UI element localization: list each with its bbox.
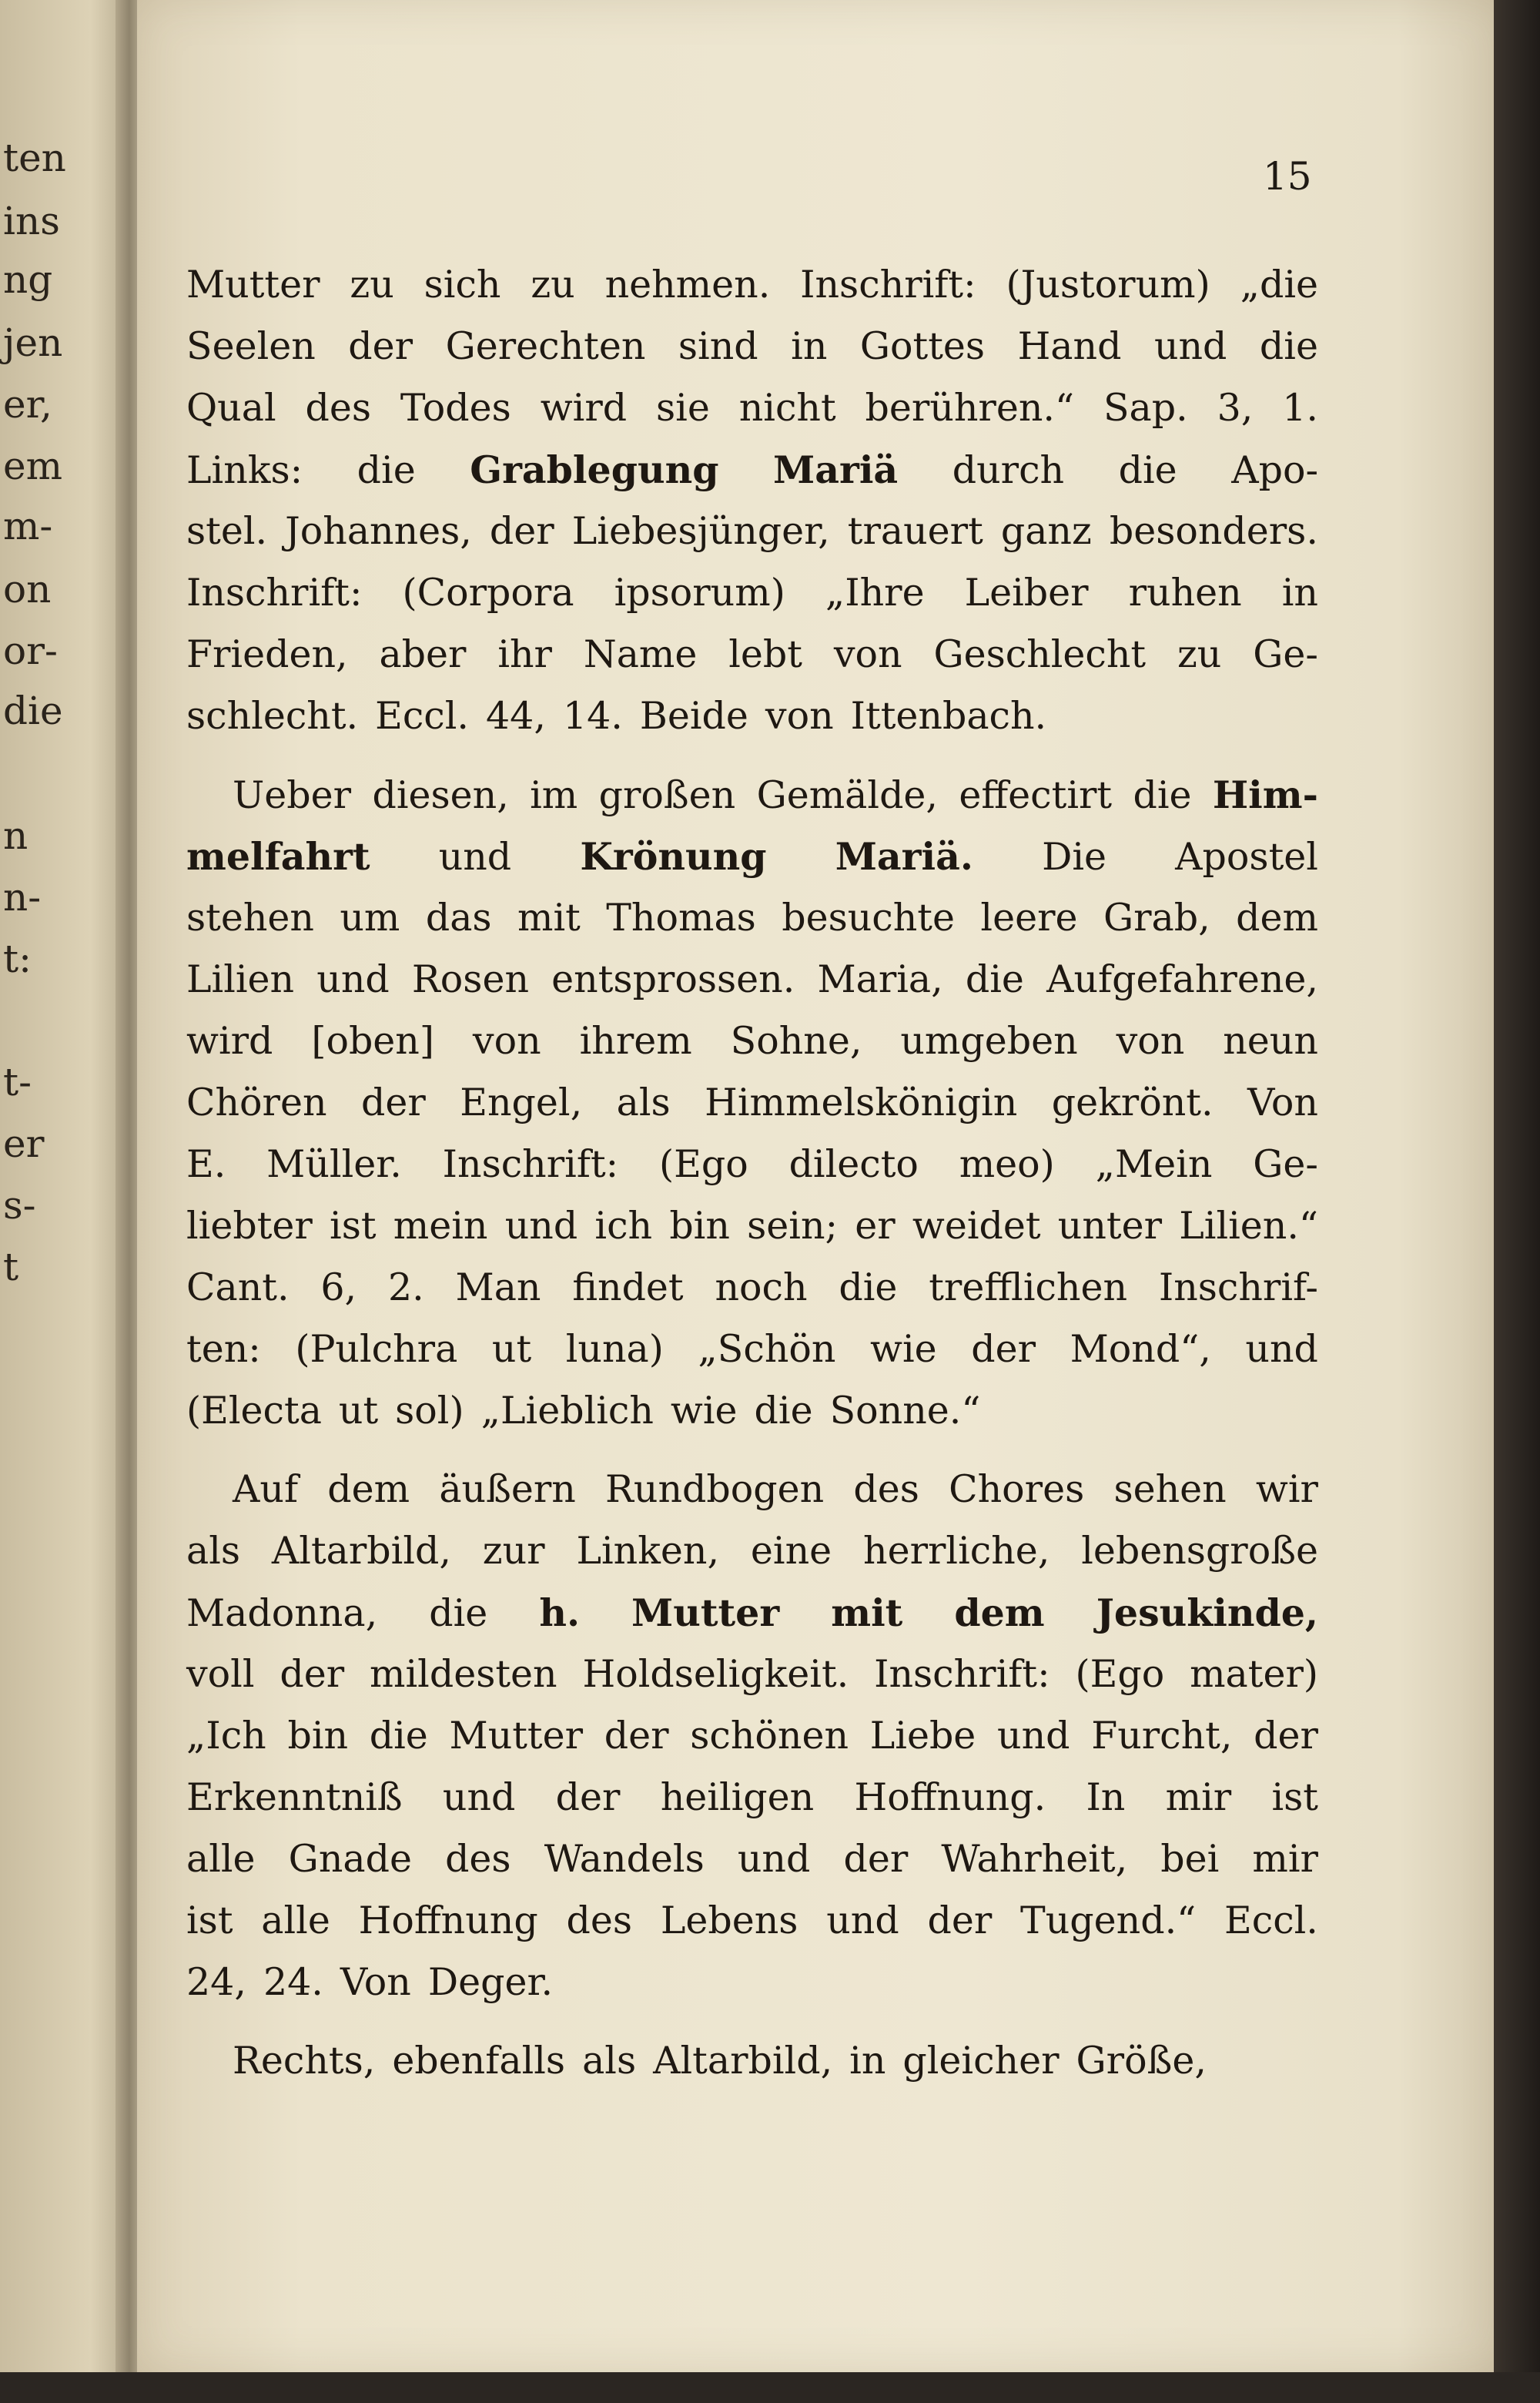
word: Größe, bbox=[1076, 2039, 1207, 2083]
word: Inschrift: bbox=[874, 1652, 1050, 1696]
word: sol) bbox=[395, 1389, 464, 1433]
word: E. bbox=[186, 1142, 226, 1186]
word: des bbox=[445, 1837, 511, 1881]
word: ist bbox=[1271, 1775, 1318, 1819]
word: Himmelskönigin bbox=[705, 1081, 1018, 1124]
word: als bbox=[582, 2039, 637, 2083]
word: und bbox=[504, 1204, 578, 1248]
word: er bbox=[855, 1204, 896, 1248]
word: durch bbox=[952, 448, 1065, 492]
word: diesen, bbox=[372, 773, 509, 817]
word: Altarbild, bbox=[653, 2039, 833, 2083]
word: Seelen bbox=[186, 324, 316, 368]
word: lebensgroße bbox=[1081, 1529, 1318, 1573]
word: 24. bbox=[263, 1960, 323, 2004]
word: (Ego bbox=[658, 1142, 748, 1186]
facing-page-fragment: ng bbox=[3, 257, 53, 302]
word: gekrönt. bbox=[1051, 1081, 1214, 1124]
word: zu bbox=[350, 263, 394, 307]
word: herrliche, bbox=[863, 1529, 1050, 1573]
text-line bbox=[186, 1952, 1318, 2013]
word: Ge- bbox=[1253, 1142, 1318, 1186]
page-number: 15 bbox=[1263, 154, 1312, 199]
word: berühren.“ bbox=[865, 386, 1075, 430]
word: Furcht, bbox=[1091, 1714, 1233, 1758]
word: leere bbox=[980, 896, 1078, 940]
word: ruhen bbox=[1128, 571, 1242, 615]
word: Grab, bbox=[1103, 896, 1210, 940]
word: dilecto bbox=[788, 1142, 919, 1186]
word: als bbox=[616, 1081, 671, 1124]
word: Gnade bbox=[288, 1837, 412, 1881]
word: ich bbox=[594, 1204, 653, 1248]
word: Beide bbox=[639, 694, 748, 738]
facing-page-fragment: er bbox=[3, 1121, 45, 1166]
word: Hand bbox=[1017, 324, 1122, 368]
word: heiligen bbox=[660, 1775, 815, 1819]
facing-page-fragment: m- bbox=[3, 504, 53, 548]
word: Chores bbox=[949, 1467, 1085, 1511]
word: dem bbox=[1236, 896, 1318, 940]
word: der bbox=[843, 1837, 909, 1881]
word: 44, bbox=[486, 694, 546, 738]
word: nicht bbox=[738, 386, 836, 430]
word: neun bbox=[1223, 1019, 1318, 1063]
text-line bbox=[186, 501, 1318, 562]
word: die bbox=[1118, 448, 1177, 492]
word: alle bbox=[261, 1899, 330, 1942]
word: von bbox=[1116, 1019, 1185, 1063]
word: Tugend.“ bbox=[1020, 1899, 1197, 1942]
word: Von bbox=[340, 1960, 411, 2004]
word: Qual bbox=[186, 386, 276, 430]
word: der bbox=[360, 1081, 426, 1124]
word: Apo- bbox=[1231, 448, 1318, 492]
word: „Schön bbox=[698, 1327, 836, 1371]
word: besonders. bbox=[1109, 509, 1318, 553]
word: 6, bbox=[320, 1265, 357, 1309]
facing-page-fragment: t: bbox=[3, 937, 32, 981]
word: „die bbox=[1240, 263, 1318, 307]
word: Sonne.“ bbox=[829, 1389, 981, 1433]
paragraph-gap bbox=[186, 747, 1318, 764]
word: Man bbox=[455, 1265, 541, 1309]
word: „Lieblich bbox=[480, 1389, 654, 1433]
word: Sap. bbox=[1103, 386, 1188, 430]
background-edge bbox=[1494, 0, 1540, 2403]
word: Todes bbox=[400, 386, 511, 430]
word: ist bbox=[330, 1204, 377, 1248]
word: zur bbox=[482, 1529, 545, 1573]
word: Linken, bbox=[576, 1529, 720, 1573]
word: Mutter bbox=[186, 263, 320, 307]
word: Gemälde, bbox=[756, 773, 939, 817]
text-line bbox=[186, 1767, 1318, 1828]
word: äußern bbox=[439, 1467, 576, 1511]
word: der bbox=[927, 1899, 993, 1942]
word: 2. bbox=[387, 1265, 424, 1309]
word: nehmen. bbox=[604, 263, 771, 307]
word: die bbox=[357, 448, 416, 492]
word: Maria, bbox=[817, 957, 943, 1001]
word: und bbox=[316, 957, 390, 1001]
word: ist bbox=[186, 1899, 233, 1942]
word: Johannes, bbox=[285, 509, 472, 553]
word: Jesukinde, bbox=[1096, 1590, 1318, 1635]
text-line bbox=[186, 1890, 1318, 1952]
word: findet bbox=[572, 1265, 684, 1309]
word: unter bbox=[1057, 1204, 1163, 1248]
text-line bbox=[186, 624, 1318, 685]
word: und bbox=[997, 1714, 1070, 1758]
word: noch bbox=[715, 1265, 808, 1309]
word: schlecht. bbox=[186, 694, 359, 738]
word: die bbox=[429, 1591, 488, 1635]
word: 3, bbox=[1217, 386, 1254, 430]
facing-page-fragment: ins bbox=[3, 199, 60, 243]
word: Rechts, bbox=[233, 2039, 376, 2083]
word: die bbox=[754, 1389, 813, 1433]
word: Mariä bbox=[773, 447, 899, 492]
text-line bbox=[186, 1195, 1318, 1257]
word: Name bbox=[583, 632, 698, 676]
text-line bbox=[186, 887, 1318, 949]
word: ganz bbox=[1000, 509, 1092, 553]
word: und bbox=[442, 1775, 516, 1819]
word: Links: bbox=[186, 448, 303, 492]
word: trefflichen bbox=[929, 1265, 1128, 1309]
word: wird bbox=[540, 386, 628, 430]
word: aber bbox=[379, 632, 467, 676]
word: voll bbox=[186, 1652, 255, 1696]
text-line bbox=[186, 1072, 1318, 1134]
word: ipsorum) bbox=[614, 571, 785, 615]
word: Lilien bbox=[186, 957, 295, 1001]
word: Inschrift: bbox=[186, 571, 363, 615]
text-line bbox=[186, 2030, 1318, 2092]
text-line bbox=[186, 1644, 1318, 1705]
paragraph-gap bbox=[186, 2013, 1318, 2030]
word: ut bbox=[338, 1389, 379, 1433]
word: ihrem bbox=[579, 1019, 692, 1063]
word: von bbox=[472, 1019, 541, 1063]
word: „Ihre bbox=[825, 571, 925, 615]
word: ten: bbox=[186, 1327, 261, 1371]
word: dem bbox=[954, 1590, 1045, 1635]
word: der bbox=[489, 509, 554, 553]
word: „Ich bbox=[186, 1714, 266, 1758]
facing-page-fragment: em bbox=[3, 444, 63, 488]
word: die bbox=[1259, 324, 1318, 368]
word: (Electa bbox=[186, 1389, 322, 1433]
word: effectirt bbox=[959, 773, 1113, 817]
word: und bbox=[1245, 1327, 1318, 1371]
word: Chören bbox=[186, 1081, 327, 1124]
word: und bbox=[1153, 324, 1227, 368]
word: alle bbox=[186, 1837, 256, 1881]
word: Altarbild, bbox=[271, 1529, 451, 1573]
facing-page-fragment: n bbox=[3, 813, 28, 858]
text-line bbox=[186, 316, 1318, 377]
word: der bbox=[555, 1775, 621, 1819]
word: besuchte bbox=[782, 896, 955, 940]
word: in bbox=[1281, 571, 1318, 615]
word: sie bbox=[656, 386, 710, 430]
word: Krönung bbox=[580, 834, 767, 879]
word: Lebens bbox=[660, 1899, 798, 1942]
word: Holdseligkeit. bbox=[582, 1652, 849, 1696]
word: bei bbox=[1160, 1837, 1220, 1881]
word: schönen bbox=[690, 1714, 849, 1758]
word: Auf bbox=[233, 1467, 299, 1511]
text-line bbox=[186, 1705, 1318, 1767]
word: sein; bbox=[747, 1204, 839, 1248]
word: liebter bbox=[186, 1204, 313, 1248]
word: mein bbox=[393, 1204, 488, 1248]
paragraph-gap bbox=[186, 1442, 1318, 1459]
word: und bbox=[438, 835, 512, 879]
word: lebt bbox=[728, 632, 802, 676]
text-line bbox=[186, 1010, 1318, 1072]
word: Gottes bbox=[859, 324, 986, 368]
word: Grablegung bbox=[470, 447, 719, 492]
facing-page-fragment: s- bbox=[3, 1183, 36, 1228]
word: zu bbox=[1177, 632, 1222, 676]
word: des bbox=[853, 1467, 919, 1511]
word: von bbox=[765, 694, 834, 738]
facing-page-fragment: ten bbox=[3, 136, 66, 180]
word: Lilien.“ bbox=[1179, 1204, 1318, 1248]
word: Gerechten bbox=[445, 324, 646, 368]
word: 24, bbox=[186, 1960, 246, 2004]
word: Mutter bbox=[449, 1714, 584, 1758]
word: entsprossen. bbox=[551, 957, 795, 1001]
word: großen bbox=[598, 773, 736, 817]
word: (Pulchra bbox=[295, 1327, 458, 1371]
word: mit bbox=[517, 896, 581, 940]
word: melfahrt bbox=[186, 834, 370, 879]
text-line bbox=[186, 377, 1318, 439]
facing-page-fragment: jen bbox=[3, 320, 63, 365]
text-line bbox=[186, 1582, 1318, 1644]
word: von bbox=[833, 632, 902, 676]
word: als bbox=[186, 1529, 241, 1573]
word: Deger. bbox=[427, 1960, 554, 2004]
word: Die bbox=[1042, 835, 1107, 879]
text-line bbox=[186, 1520, 1318, 1582]
word: Wahrheit, bbox=[941, 1837, 1128, 1881]
text-line bbox=[186, 562, 1318, 624]
word: Engel, bbox=[460, 1081, 583, 1124]
word: wie bbox=[670, 1389, 738, 1433]
text-line bbox=[186, 949, 1318, 1010]
word: umgeben bbox=[900, 1019, 1078, 1063]
word: Wandels bbox=[544, 1837, 705, 1881]
word: Him- bbox=[1212, 773, 1318, 817]
word: Liebesjünger, bbox=[571, 509, 830, 553]
word: mit bbox=[831, 1590, 903, 1635]
word: [oben] bbox=[311, 1019, 434, 1063]
word: wird bbox=[186, 1019, 273, 1063]
word: Ittenbach. bbox=[850, 694, 1047, 738]
text-line bbox=[186, 685, 1318, 747]
word: Ueber bbox=[233, 773, 352, 817]
word: Eccl. bbox=[375, 694, 469, 738]
facing-page-fragment: n- bbox=[3, 875, 42, 920]
facing-page-fragment: on bbox=[3, 567, 52, 612]
word: eine bbox=[750, 1529, 832, 1573]
background-bottom bbox=[0, 2372, 1540, 2403]
word: Thomas bbox=[606, 896, 756, 940]
text-line bbox=[186, 826, 1318, 887]
facing-page-fragment: or- bbox=[3, 628, 58, 673]
text-line bbox=[186, 439, 1318, 501]
text-line bbox=[186, 254, 1318, 316]
facing-page-fragment: er, bbox=[3, 382, 52, 427]
word: mildesten bbox=[370, 1652, 557, 1696]
word: die bbox=[369, 1714, 428, 1758]
word: mater) bbox=[1190, 1652, 1318, 1696]
word: dem bbox=[327, 1467, 410, 1511]
word: im bbox=[530, 773, 578, 817]
word: Madonna, bbox=[186, 1591, 378, 1635]
word: der bbox=[348, 324, 413, 368]
word: um bbox=[340, 896, 400, 940]
word: (Ego bbox=[1075, 1652, 1165, 1696]
word: Mutter bbox=[631, 1590, 780, 1635]
word: die bbox=[1133, 773, 1192, 817]
word: Inschrift: bbox=[800, 263, 976, 307]
text-line bbox=[186, 1380, 1318, 1442]
word: Eccl. bbox=[1224, 1899, 1318, 1942]
word: Geschlecht bbox=[933, 632, 1147, 676]
word: der bbox=[1254, 1714, 1318, 1758]
word: Hoffnung bbox=[358, 1899, 538, 1942]
word: (Corpora bbox=[402, 571, 574, 615]
word: die bbox=[839, 1265, 898, 1309]
word: trauert bbox=[847, 509, 983, 553]
text-line bbox=[186, 1459, 1318, 1520]
word: ihr bbox=[497, 632, 552, 676]
facing-page-fragment: die bbox=[3, 689, 63, 733]
word: In bbox=[1086, 1775, 1126, 1819]
word: 14. bbox=[562, 694, 623, 738]
word: wir bbox=[1255, 1467, 1318, 1511]
word: und bbox=[826, 1899, 899, 1942]
word: das bbox=[425, 896, 492, 940]
word: Inschrift: bbox=[442, 1142, 619, 1186]
text-line bbox=[186, 1134, 1318, 1195]
word: Erkenntniß bbox=[186, 1775, 403, 1819]
facing-page-edge bbox=[0, 0, 129, 2403]
word: Rundbogen bbox=[605, 1467, 825, 1511]
word: und bbox=[737, 1837, 811, 1881]
word: die bbox=[965, 957, 1024, 1001]
word: Frieden, bbox=[186, 632, 348, 676]
word: Cant. bbox=[186, 1265, 290, 1309]
word: Inschrif- bbox=[1158, 1265, 1318, 1309]
word: in bbox=[849, 2039, 886, 2083]
word: luna) bbox=[565, 1327, 664, 1371]
page-text bbox=[186, 254, 1318, 2092]
word: Leiber bbox=[964, 571, 1089, 615]
word: Rosen bbox=[411, 957, 530, 1001]
facing-page-fragment: t- bbox=[3, 1060, 32, 1104]
word: mir bbox=[1252, 1837, 1318, 1881]
word: der bbox=[280, 1652, 345, 1696]
text-line bbox=[186, 1257, 1318, 1319]
word: (Justorum) bbox=[1006, 263, 1210, 307]
word: bin bbox=[669, 1204, 730, 1248]
word: „Mein bbox=[1095, 1142, 1213, 1186]
word: h. bbox=[539, 1590, 580, 1635]
word: stehen bbox=[186, 896, 314, 940]
word: Mond“, bbox=[1070, 1327, 1211, 1371]
word: ut bbox=[491, 1327, 532, 1371]
word: weidet bbox=[912, 1204, 1041, 1248]
word: sehen bbox=[1113, 1467, 1227, 1511]
word: Aufgefahrene, bbox=[1046, 957, 1318, 1001]
word: des bbox=[566, 1899, 633, 1942]
word: ebenfalls bbox=[392, 2039, 566, 2083]
word: Hoffnung. bbox=[854, 1775, 1046, 1819]
word: 1. bbox=[1282, 386, 1318, 430]
text-line bbox=[186, 764, 1318, 826]
word: sich bbox=[424, 263, 501, 307]
word: Mariä. bbox=[835, 834, 973, 879]
word: der bbox=[604, 1714, 669, 1758]
word: Liebe bbox=[869, 1714, 976, 1758]
word: zu bbox=[531, 263, 575, 307]
text-line bbox=[186, 1828, 1318, 1890]
word: sind bbox=[678, 324, 758, 368]
word: Apostel bbox=[1175, 835, 1318, 879]
word: mir bbox=[1165, 1775, 1232, 1819]
word: stel. bbox=[186, 509, 268, 553]
word: in bbox=[791, 324, 828, 368]
facing-page-fragment: t bbox=[3, 1245, 19, 1289]
word: bin bbox=[287, 1714, 349, 1758]
word: Sohne, bbox=[730, 1019, 862, 1063]
word: Von bbox=[1247, 1081, 1318, 1124]
word: gleicher bbox=[902, 2039, 1060, 2083]
word: Müller. bbox=[266, 1142, 402, 1186]
word: Ge- bbox=[1253, 632, 1318, 676]
text-line bbox=[186, 1319, 1318, 1380]
word: meo) bbox=[959, 1142, 1055, 1186]
word: der bbox=[971, 1327, 1036, 1371]
word: wie bbox=[870, 1327, 937, 1371]
word: des bbox=[305, 386, 372, 430]
